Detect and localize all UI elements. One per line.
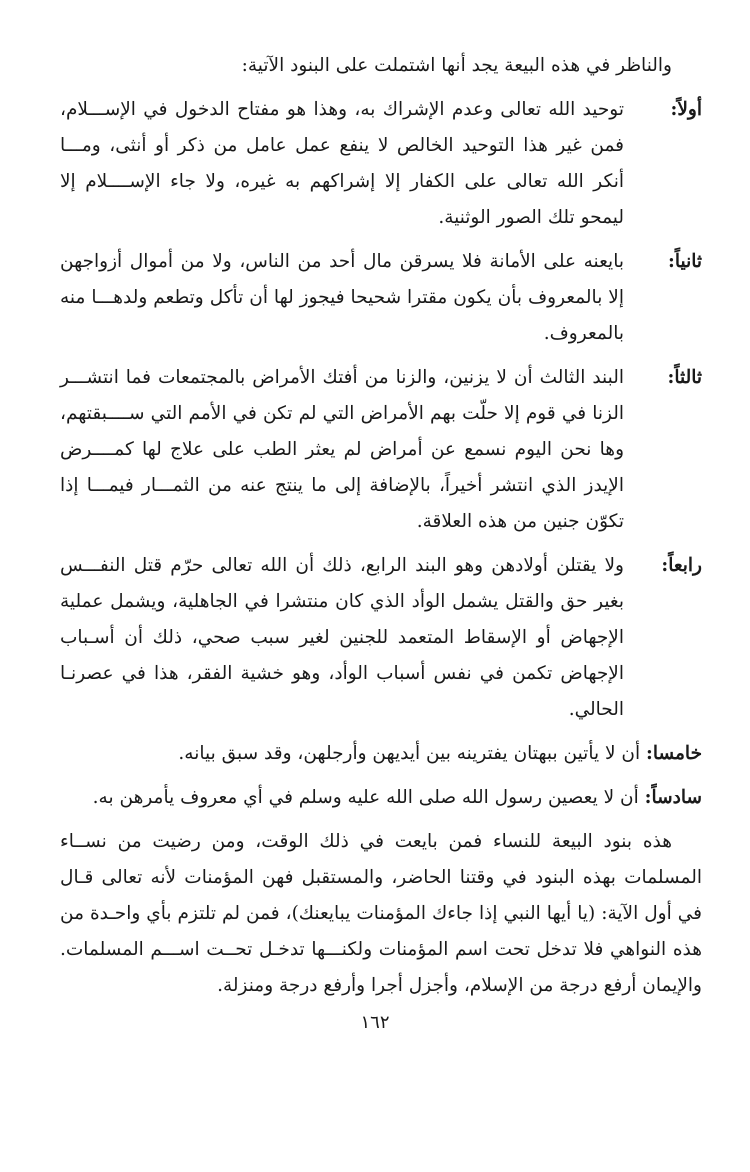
page-number: ١٦٢: [360, 1012, 390, 1033]
clause-text: أن لا يعصين رسول الله صلى الله عليه وسلم في أي معروف يأمرهن به.: [92, 787, 639, 808]
clause-label: ثانياً:: [668, 251, 702, 272]
clause-label: أولاً:: [670, 99, 702, 120]
clause-sixth: [60, 780, 702, 816]
clause-label: سادساً:: [644, 787, 702, 808]
clause-text: ولا يقتلن أولادهن وهو البند الرابع، ذلك أن الله تعالى حرّم قتل النفـــس بغير حق والقتل يشمل الوأد الذي كان منتشرا في الجاهلية، ويشمل عملية الإجهاض أو الإسقاط المتعمد للجنين لغير سبب صحي، ذلك أن أسـباب الإجهاض تكمن في نفس أسباب الوأد، وهو خشية الفقر، هذا في عصرنـا الحالي.: [60, 555, 624, 720]
clause-text: توحيد الله تعالى وعدم الإشراك به، وهذا هو مفتاح الدخول في الإســـلام، فمن غير هذا التوحيد الخالص لا ينفع عمل عامل من ذكر أو أنثى، ومـــا أنكر الله تعالى على الكفار إلا إشراكهم به غيره، ولا جاء الإســــلام إلا ليمحو تلك الصور الوثنية.: [60, 99, 624, 228]
intro-paragraph: والناظر في هذه البيعة يجد أنها اشتملت على البنود الآتية:: [241, 55, 672, 76]
clause-text: البند الثالث أن لا يزنين، والزنا من أفتك الأمراض بالمجتمعات فما انتشـــر الزنا في قوم إلا حلّت بهم الأمراض التي لم تكن في الأمم التي ســــبقتهم، وها نحن اليوم نسمع عن أمراض لم يعثر الطب على علاج لها كمــــرض الإيدز الذي انتشر أخيراً، بالإضافة إلى ما ينتج عنه من الثمـــار فيمـــا إذا تكوّن جنين من هذه العلاقة.: [60, 367, 624, 532]
page-body: [60, 48, 702, 1004]
clause-label: رابعاً:: [661, 555, 702, 576]
closing-paragraph: هذه بنود البيعة للنساء فمن بايعت في ذلك الوقت، ومن رضيت من نســاء المسلمات بهذه البنود في وقتنا الحاضر، والمستقبل فهن المؤمنات لأنه تعالى قـال في أول الآية: (يا أيها النبي إذا جاءك المؤمنات يبايعنك)، فمن لم تلتزم بأي واحـدة من هذه النواهي فلا تدخل تحت اسم المؤمنات ولكنـــها تدخـل تحــت اســـم المسلمات. والإيمان أرفع درجة من الإسلام، وأجزل أجرا وأرفع درجة ومنزلة.: [60, 831, 702, 996]
clause-text: بايعنه على الأمانة فلا يسرقن مال أحد من الناس، ولا من أموال أزواجهن إلا بالمعروف بأن يكون مقترا شحيحا فيجوز لها أن تأكل وتطعم ولدهـــا منه بالمعروف.: [60, 251, 624, 344]
clause-text: أن لا يأتين ببهتان يفترينه بين أيديهن وأرجلهن، وقد سبق بيانه.: [178, 743, 641, 764]
clause-label: خامسا:: [646, 743, 702, 764]
clause-third: [60, 360, 702, 540]
clause-second: [60, 244, 702, 352]
clause-label: ثالثاً:: [667, 367, 702, 388]
clause-fifth: [60, 736, 702, 772]
clause-first: [60, 92, 702, 236]
clause-fourth: [60, 548, 702, 728]
